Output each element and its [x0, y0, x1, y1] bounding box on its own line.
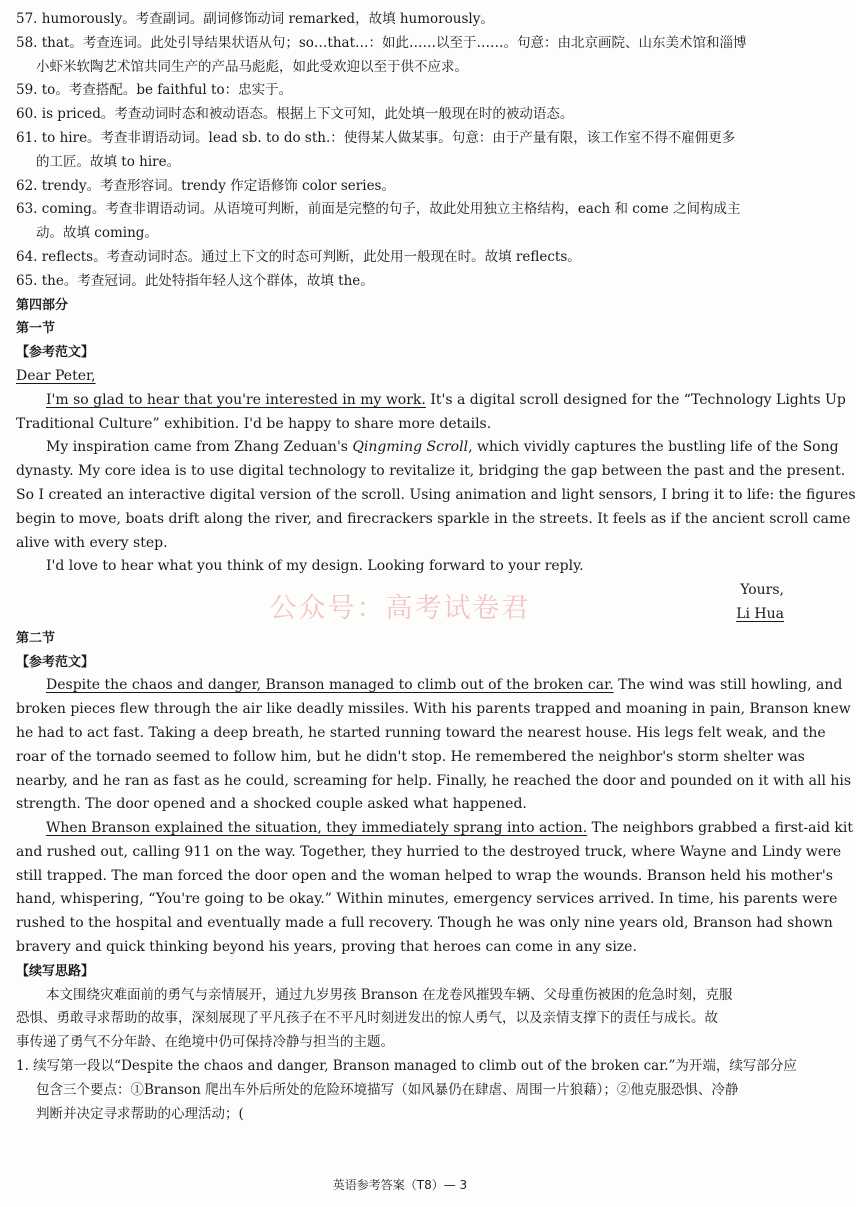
story-p1-line: roar of the tornado seemed to follow him, but he didn't stop. He remembered the neighbor's storm shelter was [16, 748, 805, 765]
letter-p1 [16, 389, 846, 413]
writing-ideas-label: 【续写思路】 [16, 963, 95, 979]
letter-p2-a: My inspiration came from Zhang Zeduan's [46, 439, 353, 456]
letter-p2-b: , which vividly captures the bustling life of the Song [468, 439, 839, 456]
letter-p1-line2: Traditional Culture” exhibition. I'd be happy to share more details. [16, 415, 492, 432]
letter-p2 [16, 436, 839, 460]
story-p2 [16, 817, 853, 841]
story-p2-line: bravery and quick thinking beyond his years, proving that heroes can come in any size. [16, 939, 637, 956]
story-p2-line: rushed to the hospital and eventually made a full recovery. Though he was only nine years old, Branson had shown [16, 915, 833, 932]
answer-list [16, 8, 786, 294]
story-p1-underlined: Despite the chaos and danger, Branson managed to climb out of the broken car. [46, 677, 614, 694]
answer-63: 63. coming。考查非谓语动词。从语境可判断，前面是完整的句子，故此处用独立主格结构，each 和 come 之间构成主 [16, 201, 741, 218]
letter-p1-rest: It's a digital scroll designed for the “Technology Lights Up [425, 391, 846, 408]
story-p2-line: still trapped. The man forced the door open and the woman helped to wrap the wounds. Branson held his mother's [16, 867, 833, 884]
ideas-line: 本文围绕灾难面前的勇气与亲情展开，通过九岁男孩 Branson 在龙卷风摧毁车辆、父母重伤被困的危急时刻，克服 [46, 986, 733, 1003]
letter-p3: I'd love to hear what you think of my design. Looking forward to your reply. [46, 558, 584, 575]
story-p1-line: strength. The door opened and a shocked couple asked what happened. [16, 796, 527, 813]
section2-heading: 第二节 [16, 630, 56, 646]
sample-letter [16, 365, 856, 627]
story-p1-line: he had to act fast. Taking a deep breath, he started running toward the nearest house. His legs felt weak, and the [16, 724, 826, 741]
letter-p2-line2: dynasty. My core idea is to use digital technology to revitalize it, bridging the gap between the past and the present. [16, 463, 846, 480]
answer-page [16, 8, 856, 1126]
answer-61: 61. to hire。考查非谓语动词。lead sb. to do sth.：使得某人做某事。句意：由于产量有限，该工作室不得不雇佣更多 [16, 129, 736, 146]
letter-p2-line3: So I created an interactive digital version of the scroll. Using animation and light sensors, I bring it to life: the figures [16, 486, 856, 503]
story-p1-line: broken pieces flew through the air like deadly missiles. With his parents trapped and moaning in pain, Branson knew [16, 701, 851, 718]
answer-63-cont: 动。故填 coming。 [36, 225, 158, 242]
story-p1-line: nearby, and he ran as fast as he could, screaming for help. Finally, he reached the door and pounded on it with all his [16, 772, 852, 789]
answer-57: 57. humorously。考查副词。副词修饰动词 remarked，故填 humorously。 [16, 11, 494, 27]
letter-greeting-text: Dear Peter, [16, 367, 96, 384]
story-p2-rest: The neighbors grabbed a first-aid kit [587, 820, 853, 837]
letter-greeting [16, 365, 786, 389]
letter-signature-text: Li Hua [736, 605, 784, 622]
story-p2-line: hand, whispering, “You're going to be okay.” Within minutes, emergency services arrived. In time, his parents were [16, 891, 838, 908]
answer-65: 65. the。考查冠词。此处特指年轻人这个群体，故填 the。 [16, 272, 374, 289]
part4-heading: 第四部分 [16, 297, 69, 313]
section1-heading: 第一节 [16, 321, 56, 337]
letter-p1-underlined: I'm so glad to hear that you're interested in my work. [46, 391, 426, 408]
letter-p2-italic: Qingming Scroll [352, 439, 469, 456]
ideas-line: 事传递了勇气不分年龄、在绝境中仍可保持冷静与担当的主题。 [16, 1034, 394, 1051]
letter-p2-line5: alive with every step. [16, 534, 168, 551]
sample-essay-label: 【参考范文】 [16, 345, 95, 361]
writing-ideas [16, 984, 797, 1127]
ideas-point-1-cont: 包含三个要点：①Branson 爬出车外后所处的危险环境描写（如风暴仍在肆虐、周围一片狼藉）；②他克服恐惧、冷静 [36, 1081, 739, 1098]
answer-59: 59. to。考查搭配。be faithful to：忠实于。 [16, 82, 293, 99]
answer-61-cont: 的工匠。故填 to hire。 [36, 153, 181, 170]
story-p1-rest: The wind was still howling, and [613, 677, 843, 694]
watermark-text: 公众号：高考试卷君 [269, 593, 531, 624]
answer-58-cont: 小虾米软陶艺术馆共同生产的产品马彪彪，如此受欢迎以至于供不应求。 [36, 58, 468, 75]
letter-p2-line4: begin to move, boats drift along the river, and firecrackers sparkle in the streets. It feels as if the ancient scroll came [16, 510, 851, 527]
ideas-point-1-cont: 判断并决定寻求帮助的心理活动；( [36, 1105, 244, 1122]
sample-story [16, 674, 853, 960]
letter-closing: Yours, [740, 582, 784, 599]
story-p2-line: and rushed out, calling 911 on the way. Together, they hurried to the destroyed truck, where Wayne and Lindy were [16, 843, 842, 860]
answer-64: 64. reflects。考查动词时态。通过上下文的时态可判断，此处用一般现在时。故填 reflects。 [16, 248, 581, 265]
ideas-line: 恐惧、勇敢寻求帮助的故事，深刻展现了平凡孩子在不平凡时刻迸发出的惊人勇气，以及亲情支撑下的责任与成长。故 [16, 1010, 718, 1027]
sample-story-label: 【参考范文】 [16, 654, 95, 670]
answer-60: 60. is priced。考查动词时态和被动语态。根据上下文可知，此处填一般现在时的被动语态。 [16, 106, 574, 123]
story-p2-underlined: When Branson explained the situation, they immediately sprang into action. [46, 820, 588, 837]
page-footer: 英语参考答案（T8）— 3 [332, 1178, 468, 1192]
letter-signature [16, 603, 786, 627]
answer-58: 58. that。考查连词。此处引导结果状语从句；so…that…：如此……以至于……。句意：由北京画院、山东美术馆和淄博 [16, 34, 747, 51]
story-p1 [16, 674, 843, 698]
answer-62: 62. trendy。考查形容词。trendy 作定语修饰 color series。 [16, 177, 395, 194]
ideas-point-1: 1. 续写第一段以“Despite the chaos and danger, Branson managed to climb out of the broken car.”为开端，续写部分应 [16, 1058, 797, 1075]
